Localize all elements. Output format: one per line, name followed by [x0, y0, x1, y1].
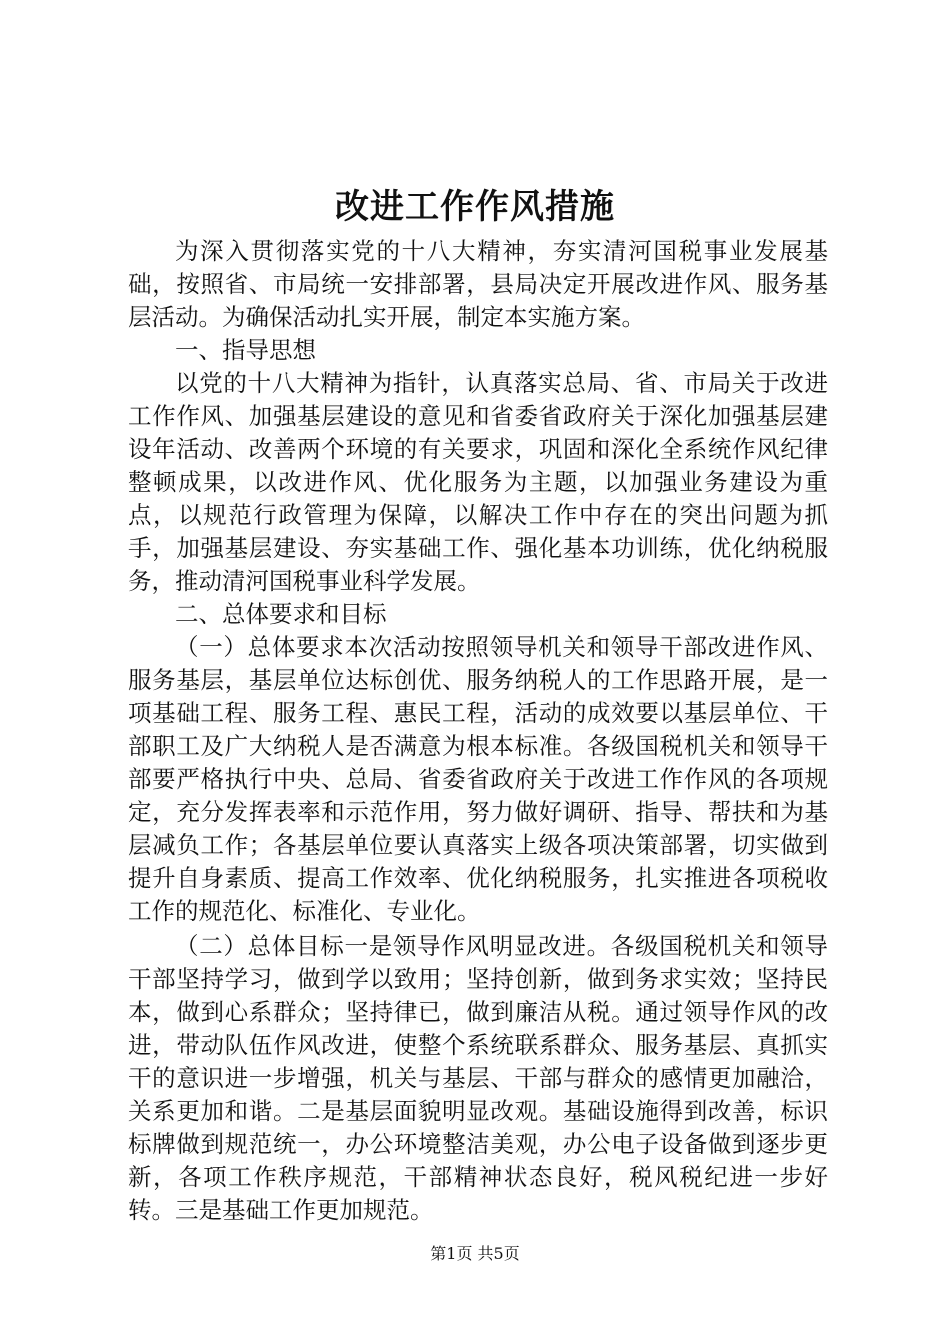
- overall-requirements-paragraph: （一）总体要求本次活动按照领导机关和领导干部改进作风、服务基层，基层单位达标创优、服务纳税人的工作思路开展，是一项基础工程、服务工程、惠民工程，活动的成效要以基层单位、干部职工及广大纳税人是否满意为根本标准。各级国税机关和领导干部要严格执行中央、总局、省委省政府关于改进工作作风的各项规定，充分发挥表率和示范作用，努力做好调研、指导、帮扶和为基层减负工作；各基层单位要认真落实上级各项决策部署，切实做到提升自身素质、提高工作效率、优化纳税服务，扎实推进各项税收工作的规范化、标准化、专业化。: [128, 633, 828, 925]
- intro-paragraph: 为深入贯彻落实党的十八大精神，夯实清河国税事业发展基础，按照省、市局统一安排部署，县局决定开展改进作风、服务基层活动。为确保活动扎实开展，制定本实施方案。: [128, 237, 828, 331]
- section-heading-requirements-goals: 二、总体要求和目标: [175, 600, 387, 628]
- section-heading-guiding-thought: 一、指导思想: [175, 336, 316, 364]
- guiding-thought-paragraph: 以党的十八大精神为指针，认真落实总局、省、市局关于改进工作作风、加强基层建设的意见和省委省政府关于深化加强基层建设年活动、改善两个环境的有关要求，巩固和深化全系统作风纪律整顿成果，以改进作风、优化服务为主题，以加强业务建设为重点，以规范行政管理为保障，以解决工作中存在的突出问题为抓手，加强基层建设、夯实基础工作、强化基本功训练，优化纳税服务，推动清河国税事业科学发展。: [128, 369, 828, 595]
- page-number-footer: 第1页 共5页: [430, 1244, 520, 1263]
- document-title: 改进工作作风措施: [335, 187, 615, 227]
- document-body: [128, 235, 828, 1227]
- overall-goals-paragraph: （二）总体目标一是领导作风明显改进。各级国税机关和领导干部坚持学习，做到学以致用；坚持创新，做到务求实效；坚持民本，做到心系群众；坚持律已，做到廉洁从税。通过领导作风的改进，带动队伍作风改进，使整个系统联系群众、服务基层、真抓实干的意识进一步增强，机关与基层、干部与群众的感情更加融洽，关系更加和谐。二是基层面貌明显改观。基础设施得到改善，标识标牌做到规范统一，办公环境整洁美观，办公电子设备做到逐步更新，各项工作秩序规范，干部精神状态良好，税风税纪进一步好转。三是基础工作更加规范。: [128, 932, 828, 1224]
